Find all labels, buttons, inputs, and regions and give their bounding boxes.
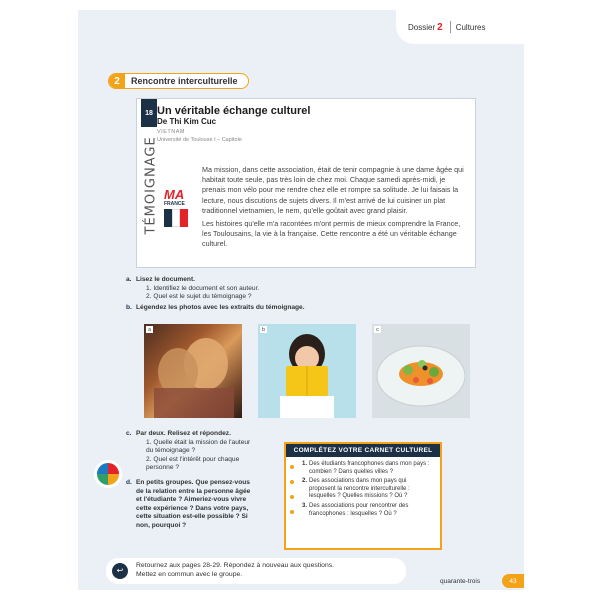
question-letter: c. (126, 430, 132, 437)
testimony-paragraph: Les histoires qu'elle m'a racontées m'ont permis de mieux comprendre la France, les Toulousains, la vie à la française. Cette rencontre a été un véritable échange culturel. (202, 219, 461, 249)
section-title (108, 73, 249, 89)
questions-top (126, 276, 466, 312)
carnet-item (302, 461, 434, 476)
dossier-header (396, 10, 524, 44)
question-letter: b. (126, 303, 132, 311)
carnet-bullets (290, 465, 294, 525)
testimony-title: Un véritable échange culturel (157, 105, 311, 117)
page-number: 43 (502, 574, 524, 588)
header-section: Cultures (455, 22, 486, 32)
footer-note-line: Mettez en commun avec le groupe. (136, 571, 243, 578)
carnet-item-number: 2. (302, 478, 308, 485)
questions-bottom (126, 430, 256, 531)
testimony-badge: 18 (141, 99, 157, 127)
carnet-culturel-box (284, 442, 442, 550)
question-c (126, 430, 256, 473)
question-sub: 2. Quel est le sujet du témoignage ? (146, 293, 252, 301)
question-a (126, 276, 466, 302)
question-b (126, 304, 466, 313)
interculture-badge-icon (94, 460, 122, 488)
carnet-title: COMPLÉTEZ VOTRE CARNET CULTUREL (286, 444, 440, 457)
photo-label: b (260, 326, 267, 333)
question-head: En petits groupes. Que pensez-vous de la relation entre la personne âgée et l'étudiante ? Aimeriez-vous vivre cette expérience ? Dans votre pays, cette situation est-elle possible ? Si non, pourquoi ? (136, 478, 251, 529)
question-sub: 1. Quelle était la mission de l'auteur du témoignage ? (146, 438, 251, 455)
section-number: 2 (109, 74, 125, 88)
testimony-vertical-label: TÉMOIGNAGE (143, 136, 159, 235)
carnet-item-number: 1. (302, 461, 308, 467)
dossier-number: 2 (437, 21, 443, 33)
photo-a-hug (144, 324, 242, 418)
photo-label: c (374, 326, 381, 333)
photo-c-dish (372, 324, 470, 418)
question-sub: 1. Identifiez le document et son auteur. (146, 284, 260, 292)
testimony-author: De Thi Kim Cuc (157, 117, 217, 126)
photo-label: a (146, 326, 153, 333)
footer-note (106, 558, 406, 584)
testimony-box (136, 98, 476, 268)
testimony-paragraph: Ma mission, dans cette association, était de tenir compagnie à une dame âgée qui habitait toute seule, pas très loin de chez moi. Chaque samedi après-midi, je prenais mon vélo pour me rendre chez elle et rompre sa solitude. Je lui faisais la lecture, nous discutions de sujets divers. Il m'est arrivé de lui cuisiner un plat traditionnel vietnamien, le nem, qu'elle goûtait avec grand plaisir. (202, 165, 464, 215)
page-number-word: quarante-trois (440, 578, 481, 585)
question-head: Lisez le document. (136, 276, 195, 283)
carnet-item (302, 503, 434, 518)
question-letter: a. (126, 276, 132, 283)
textbook-page (78, 10, 524, 590)
photo-b-reading (258, 324, 356, 418)
logo-ma-text: MA (164, 187, 185, 202)
testimony-body (202, 165, 464, 250)
carnet-item-text: Des étudiants francophones dans mon pays : combien ? Dans quelles villes ? (309, 461, 430, 475)
footer-note-line: Retournez aux pages 28-29. Répondez à nouveau aux questions. (136, 562, 335, 570)
question-sub: 2. Quel est l'intérêt pour chaque personne ? (146, 455, 240, 472)
section-title-text: Rencontre interculturelle (131, 76, 238, 86)
dossier-label: Dossier (408, 22, 436, 32)
logo-france-text: FRANCE (164, 201, 185, 207)
carnet-item (302, 478, 434, 501)
logo-flag (164, 209, 192, 227)
question-head: Légendez les photos avec les extraits du témoignage. (136, 303, 305, 311)
carnet-item-text: Des associations pour rencontrer des francophones : lesquelles ? Où ? (309, 502, 409, 517)
testimony-country: VIETNAM (157, 129, 185, 135)
question-letter: d. (126, 478, 132, 486)
carnet-item-text: Des associations dans mon pays qui proposent la rencontre interculturelle : lesquelles ? Quelles missions ? Où ? (309, 478, 410, 500)
header-divider (450, 21, 451, 33)
question-head: Par deux. Relisez et répondez. (136, 430, 231, 437)
carnet-item-number: 3. (302, 502, 308, 509)
question-d (126, 479, 256, 531)
return-arrow-icon: ↩ (112, 563, 128, 579)
carnet-list (286, 457, 440, 518)
photo-row (144, 324, 474, 420)
ma-france-logo (164, 189, 192, 243)
testimony-university: Université de Toulouse I – Capitole (157, 137, 242, 143)
